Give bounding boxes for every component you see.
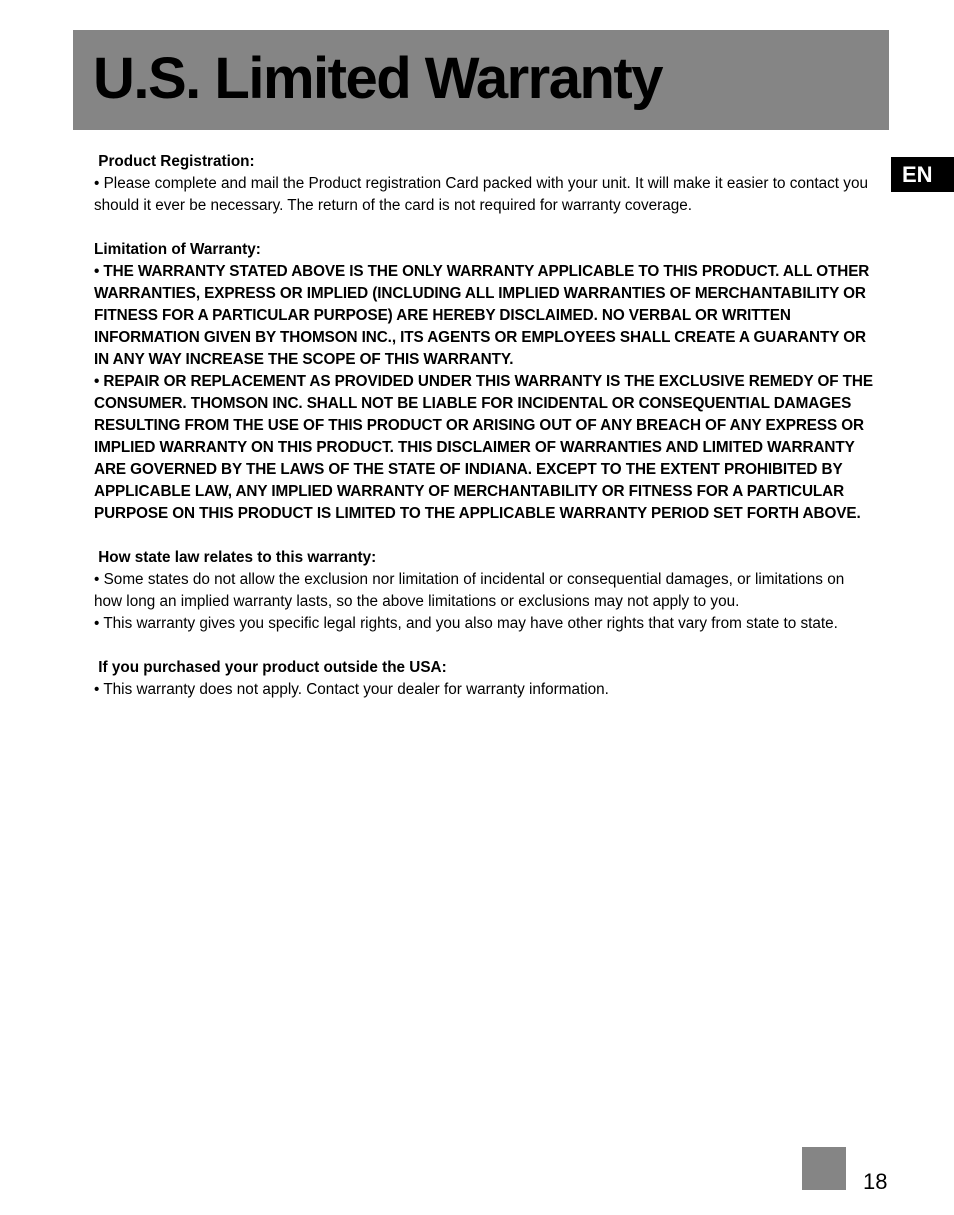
language-tab: EN xyxy=(891,157,954,192)
warranty-content xyxy=(94,151,874,701)
section-heading: If you purchased your product outside the USA: xyxy=(94,659,447,676)
title-bar xyxy=(73,30,889,130)
section-paragraph: • This warranty does not apply. Contact your dealer for warranty information. xyxy=(94,681,609,698)
section-heading: Product Registration: xyxy=(94,153,255,170)
section-outside-usa xyxy=(94,657,874,701)
section-paragraph: • This warranty gives you specific legal rights, and you also may have other rights that vary from state to state. xyxy=(94,615,838,632)
page-title: U.S. Limited Warranty xyxy=(93,46,663,111)
section-paragraph: • Please complete and mail the Product registration Card packed with your unit. It will make it easier to contact you should it ever be necessary. The return of the card is not required for warranty coverage. xyxy=(94,175,868,214)
section-paragraph: • REPAIR OR REPLACEMENT AS PROVIDED UNDER THIS WARRANTY IS THE EXCLUSIVE REMEDY OF THE CONSUMER. THOMSON INC. SHALL NOT BE LIABLE FOR INCIDENTAL OR CONSEQUENTIAL DAMAGES RESULTING FROM THE USE OF THIS PRODUCT OR ARISING OUT OF ANY BREACH OF ANY EXPRESS OR IMPLIED WARRANTY ON THIS PRODUCT. THIS DISCLAIMER OF WARRANTIES AND LIMITED WARRANTY ARE GOVERNED BY THE LAWS OF THE STATE OF INDIANA. EXCEPT TO THE EXTENT PROHIBITED BY APPLICABLE LAW, ANY IMPLIED WARRANTY OF MERCHANTABILITY OR FITNESS FOR A PARTICULAR PURPOSE ON THIS PRODUCT IS LIMITED TO THE APPLICABLE WARRANTY PERIOD SET FORTH ABOVE. xyxy=(94,373,873,522)
section-state-law xyxy=(94,547,874,635)
section-heading: How state law relates to this warranty: xyxy=(94,549,377,566)
section-heading: Limitation of Warranty: xyxy=(94,241,261,258)
section-paragraph: • Some states do not allow the exclusion nor limitation of incidental or consequential damages, or limitations on how long an implied warranty lasts, so the above limitations or exclusions may not apply to you. xyxy=(94,571,845,610)
section-limitation-of-warranty xyxy=(94,239,874,525)
page-number: 18 xyxy=(863,1169,888,1194)
page-marker-box xyxy=(802,1147,846,1190)
section-product-registration xyxy=(94,151,874,217)
section-paragraph: • THE WARRANTY STATED ABOVE IS THE ONLY WARRANTY APPLICABLE TO THIS PRODUCT. ALL OTHER WARRANTIES, EXPRESS OR IMPLIED (INCLUDING ALL IMPLIED WARRANTIES OF MERCHANTABILITY OR FITNESS FOR A PARTICULAR PURPOSE) ARE HEREBY DISCLAIMED. NO VERBAL OR WRITTEN INFORMATION GIVEN BY THOMSON INC., ITS AGENTS OR EMPLOYEES SHALL CREATE A GUARANTY OR IN ANY WAY INCREASE THE SCOPE OF THIS WARRANTY. xyxy=(94,263,870,368)
